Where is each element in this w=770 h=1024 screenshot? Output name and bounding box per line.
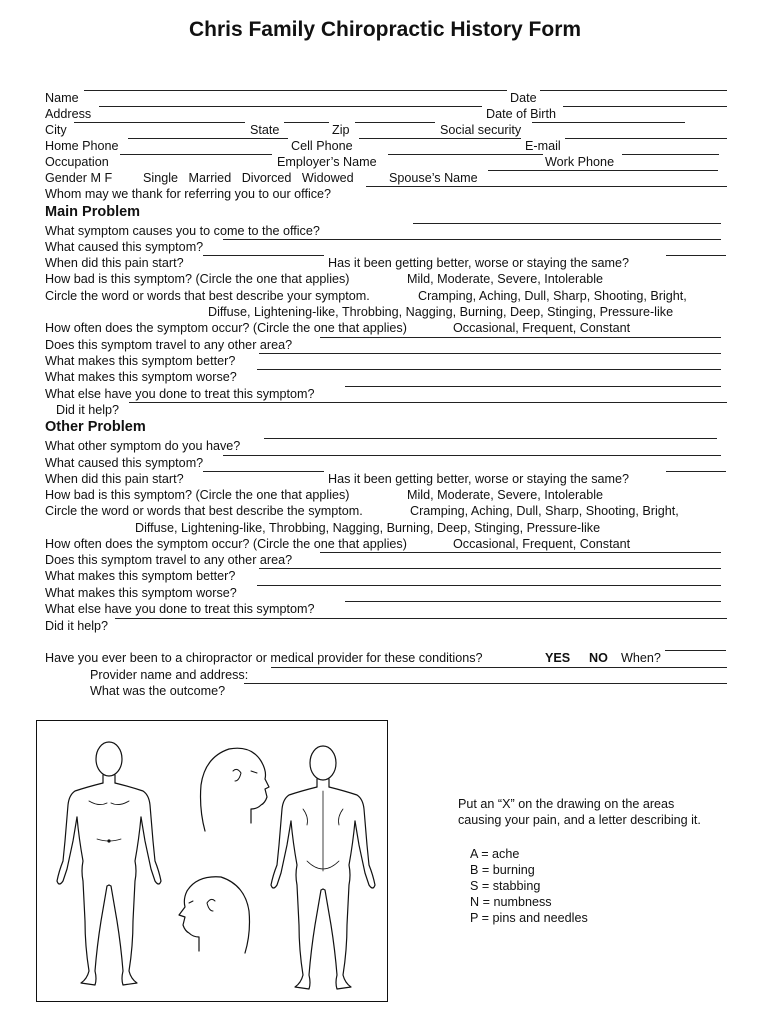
label-gender[interactable]: Gender M F [45, 171, 113, 185]
legend-item: B = burning [470, 863, 535, 877]
other-frequency-options[interactable]: Occasional, Frequent, Constant [453, 537, 631, 551]
main-row-help [45, 402, 727, 418]
other-label-start: When did this pain start? [45, 472, 184, 486]
home-phone-field[interactable] [128, 138, 288, 139]
row-address-dob [45, 106, 727, 122]
other-label-trend: Has it been getting better, worse or staying the same? [328, 472, 630, 486]
occupation-field[interactable] [120, 154, 272, 155]
other-row-treat [45, 601, 727, 617]
main-label-help: Did it help? [56, 403, 120, 417]
instruction-line-1: Put an “X” on the drawing on the areas [458, 797, 675, 811]
ssn-field[interactable] [532, 122, 685, 123]
provider-yes-option[interactable]: YES [545, 651, 571, 665]
instruction-line-2: causing your pain, and a letter describing it. [458, 813, 701, 827]
other-row-worse [45, 585, 727, 601]
other-label-help: Did it help? [45, 619, 109, 633]
body-diagram[interactable] [37, 721, 386, 1000]
main-row-start [45, 255, 727, 271]
referral-field[interactable] [366, 186, 727, 187]
other-label-travel: Does this symptom travel to any other area? [45, 553, 293, 567]
provider-label-when: When? [621, 651, 661, 665]
other-describe-options-1[interactable]: Cramping, Aching, Dull, Sharp, Shooting, Bright, [410, 504, 679, 518]
other-travel-field[interactable] [320, 552, 721, 553]
row-occupation [45, 154, 727, 170]
main-problem-heading: Main Problem [45, 204, 141, 220]
other-label-better: What makes this symptom better? [45, 569, 236, 583]
main-label-severity: How bad is this symptom? (Circle the one that applies) [45, 272, 350, 286]
head-side-view-left[interactable] [179, 877, 250, 953]
main-label-start: When did this pain start? [45, 256, 184, 270]
other-help-field[interactable] [115, 618, 727, 619]
provider-label-been: Have you ever been to a chiropractor or medical provider for these conditions? [45, 651, 483, 665]
label-date: Date [510, 91, 537, 105]
main-row-worse [45, 369, 727, 385]
employer-field[interactable] [388, 154, 543, 155]
state-field[interactable] [284, 122, 329, 123]
email-field[interactable] [565, 138, 727, 139]
legend-item: P = pins and needles [470, 911, 588, 925]
main-help-field[interactable] [129, 402, 727, 403]
body-diagram-box[interactable] [36, 720, 388, 1002]
main-row-travel [45, 337, 727, 353]
main-frequency-options[interactable]: Occasional, Frequent, Constant [453, 321, 631, 335]
main-row-severity [45, 271, 727, 287]
legend-item: N = numbness [470, 895, 552, 909]
city-field[interactable] [74, 122, 245, 123]
label-home-phone: Home Phone [45, 139, 119, 153]
other-severity-options[interactable]: Mild, Moderate, Severe, Intolerable [407, 488, 604, 502]
other-row-describe-2 [45, 520, 727, 536]
label-cell-phone: Cell Phone [291, 139, 353, 153]
other-row-start [45, 471, 727, 487]
other-describe-options-2[interactable]: Diffuse, Lightening-like, Throbbing, Nagging, Burning, Deep, Stinging, Pressure-like [135, 521, 601, 535]
provider-label-outcome: What was the outcome? [90, 684, 226, 698]
other-row-travel [45, 552, 727, 568]
main-start-field[interactable] [203, 255, 324, 256]
main-label-trend: Has it been getting better, worse or staying the same? [328, 256, 630, 270]
other-symptom-field[interactable] [264, 438, 717, 439]
other-label-treat: What else have you done to treat this symptom? [45, 602, 315, 616]
main-row-treat [45, 386, 727, 402]
main-treat-field[interactable] [345, 386, 721, 387]
main-label-worse: What makes this symptom worse? [45, 370, 237, 384]
main-caused-field[interactable] [223, 239, 721, 240]
label-address: Address [45, 107, 92, 121]
main-label-travel: Does this symptom travel to any other area? [45, 338, 293, 352]
label-occupation: Occupation [45, 155, 109, 169]
label-email: E-mail [525, 139, 561, 153]
label-spouse: Spouse’s Name [389, 171, 478, 185]
row-name-date [45, 90, 727, 106]
other-treat-field[interactable] [345, 601, 721, 602]
main-symptom-field[interactable] [413, 223, 721, 224]
other-label-describe: Circle the word or words that best describe the symptom. [45, 504, 363, 518]
main-label-describe: Circle the word or words that best describe your symptom. [45, 289, 370, 303]
head-side-view-right[interactable] [201, 748, 270, 831]
name-field[interactable] [84, 90, 507, 91]
label-dob: Date of Birth [486, 107, 556, 121]
other-worse-field[interactable] [257, 585, 721, 586]
form-title: Chris Family Chiropractic History Form [188, 18, 582, 41]
main-label-caused: What caused this symptom? [45, 240, 204, 254]
main-describe-options-2[interactable]: Diffuse, Lightening-like, Throbbing, Nagging, Burning, Deep, Stinging, Pressure-like [208, 305, 674, 319]
main-label-treat: What else have you done to treat this symptom? [45, 387, 315, 401]
work-phone-field[interactable] [622, 154, 719, 155]
main-better-field[interactable] [259, 353, 721, 354]
back-body-figure[interactable] [271, 746, 375, 989]
main-row-describe [45, 288, 727, 304]
other-better-field[interactable] [259, 568, 721, 569]
other-row-better [45, 568, 727, 584]
other-caused-field[interactable] [223, 455, 721, 456]
dob-field[interactable] [563, 106, 727, 107]
row-phones [45, 138, 727, 154]
main-label-better: What makes this symptom better? [45, 354, 236, 368]
label-ssn: Social security [440, 123, 522, 137]
marital-options[interactable]: Single Married Divorced Widowed [143, 171, 354, 185]
label-name: Name [45, 91, 79, 105]
other-label-frequency: How often does the symptom occur? (Circle the one that applies) [45, 537, 407, 551]
main-describe-options-1[interactable]: Cramping, Aching, Dull, Sharp, Shooting, Bright, [418, 289, 687, 303]
provider-no-option[interactable]: NO [589, 651, 608, 665]
other-label-symptom: What other symptom do you have? [45, 439, 241, 453]
provider-name-address-field[interactable] [271, 667, 727, 668]
label-referral: Whom may we thank for referring you to our office? [45, 187, 332, 201]
other-row-symptom [45, 438, 727, 454]
main-trend-field[interactable] [666, 255, 726, 256]
main-travel-field[interactable] [320, 337, 721, 338]
label-work-phone: Work Phone [545, 155, 615, 169]
main-worse-field[interactable] [257, 369, 721, 370]
cell-phone-field[interactable] [359, 138, 521, 139]
main-severity-options[interactable]: Mild, Moderate, Severe, Intolerable [407, 272, 604, 286]
other-label-worse: What makes this symptom worse? [45, 586, 237, 600]
zip-field[interactable] [355, 122, 435, 123]
other-row-help [45, 618, 727, 634]
other-row-frequency [45, 536, 727, 552]
provider-row-been [45, 650, 727, 666]
provider-when-field[interactable] [665, 650, 726, 651]
row-gender-marital [45, 170, 727, 186]
diagram-instructions [458, 796, 701, 828]
main-row-caused [45, 239, 727, 255]
address-field[interactable] [99, 106, 482, 107]
provider-label-name-address: Provider name and address: [90, 668, 249, 682]
label-state: State [250, 123, 280, 137]
provider-outcome-field[interactable] [244, 683, 727, 684]
pain-legend [470, 846, 588, 926]
main-row-describe-2 [45, 304, 727, 320]
legend-item: S = stabbing [470, 879, 541, 893]
main-label-symptom: What symptom causes you to come to the office? [45, 224, 320, 238]
row-city [45, 122, 727, 138]
other-label-caused: What caused this symptom? [45, 456, 204, 470]
other-problem-heading: Other Problem [45, 419, 146, 435]
row-referral [45, 186, 727, 202]
main-label-frequency: How often does the symptom occur? (Circle the one that applies) [45, 321, 407, 335]
main-row-frequency [45, 320, 727, 336]
other-row-severity [45, 487, 727, 503]
other-trend-field[interactable] [666, 471, 726, 472]
label-city: City [45, 123, 67, 137]
label-zip: Zip [332, 123, 350, 137]
other-row-describe [45, 503, 727, 519]
label-employer: Employer’s Name [277, 155, 377, 169]
main-row-symptom [45, 223, 727, 239]
other-start-field[interactable] [203, 471, 324, 472]
legend-item: A = ache [470, 847, 520, 861]
date-field[interactable] [540, 90, 727, 91]
main-row-better [45, 353, 727, 369]
provider-row-outcome [45, 683, 727, 699]
spouse-field[interactable] [488, 170, 718, 171]
front-body-figure[interactable] [57, 742, 161, 985]
other-row-caused [45, 455, 727, 471]
provider-row-name [45, 667, 727, 683]
other-label-severity: How bad is this symptom? (Circle the one that applies) [45, 488, 350, 502]
